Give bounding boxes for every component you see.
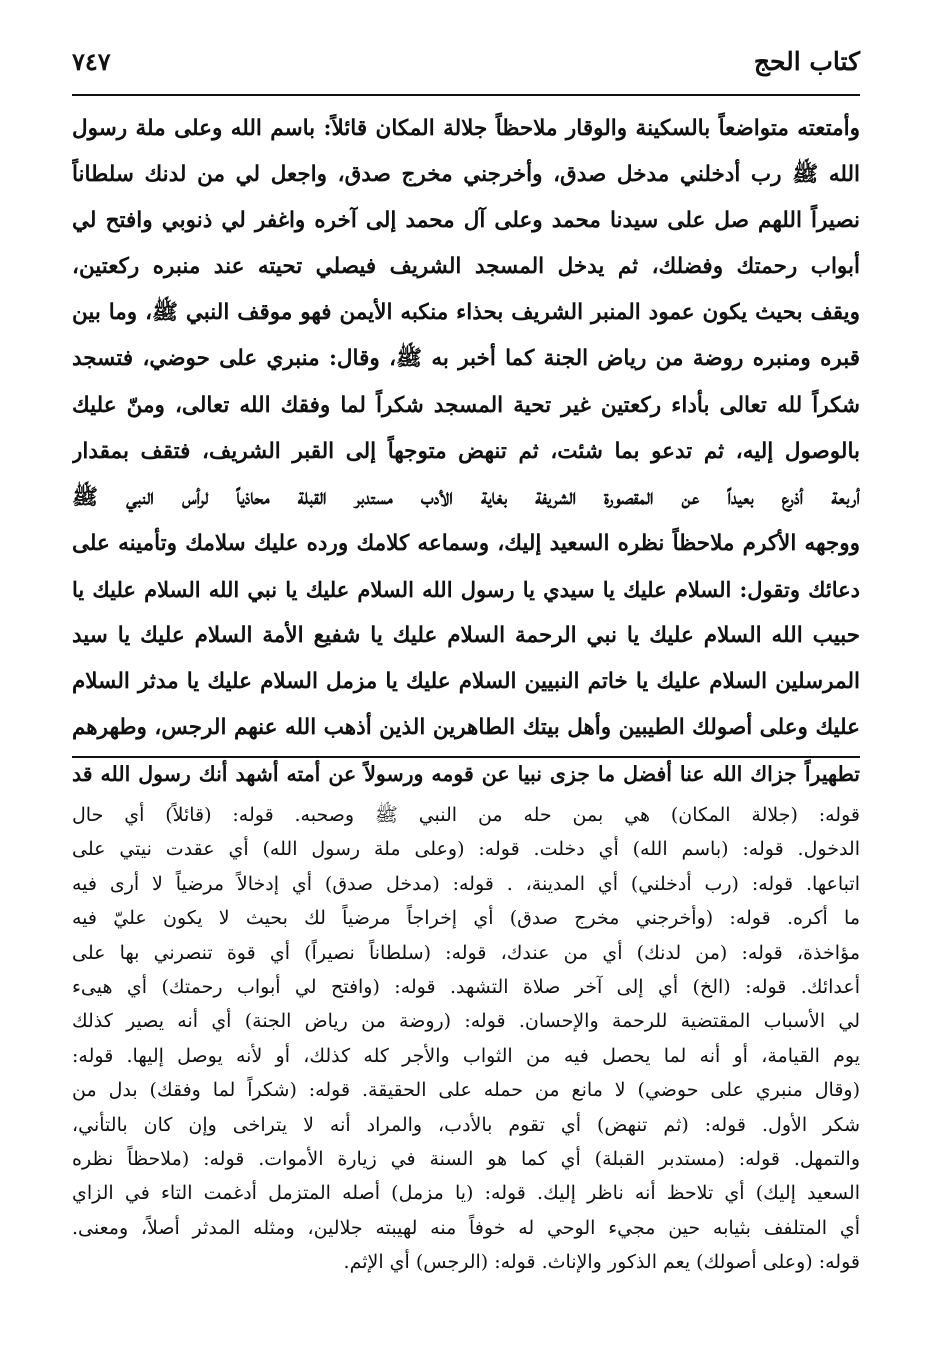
main-text-line: أبواب رحمتك وفضلك، ثم يدخل المسجد الشريف فيصلي تحيته عند منبره ركعتين، [72,254,860,280]
page-header [72,42,860,86]
main-text-line: المرسلين السلام عليك يا خاتم النبيين السلام عليك يا مزمل السلام عليك يا مدثر السلام [72,669,860,695]
main-text-line: ووجهه الأكرم ملاحظاً نظره السعيد إليك، وسماعه كلامك ورده عليك سلامك وتأمينه على [72,530,860,556]
note-line: أعدائك. قوله: (الخ) أي إلى آخر صلاة التشهد. قوله: (وافتح لي أبواب رحمتك) أي هيىء [72,975,860,998]
main-text-line: شكراً لله تعالى بأداء ركعتين غير تحية المسجد شكراً لما وفقك الله تعالى، ومنّ عليك [72,392,860,418]
commentary-notes [72,798,860,1279]
note-line: والتمهل. قوله: (مستدبر القبلة) أي كما هو السنة في زيارة الأموات. قوله: (ملاحظاً نظره [72,1147,860,1170]
main-text-line: عليك وعلى أصولك الطيبين وأهل بيتك الطاهرين الذين أذهب الله عنهم الرجس، وطهرهم [72,715,860,741]
main-text-line: وأمتعته متواضعاً بالسكينة والوقار ملاحظاً جلالة المكان قائلاً: باسم الله وعلى ملة رسول [72,116,860,141]
page-number: ٧٤٧ [72,47,111,76]
header-rule [72,94,860,96]
note-line: (وقال منبري على حوضي) لا مانع من حمله على الحقيقة. قوله: (شكراً لما وفقك) بدل من [72,1079,860,1102]
note-line: اتباعها. قوله: (رب أدخلني) أي المدينة، . قوله: (مدخل صدق) أي إدخالاً مرضياً لا أرى فيه [72,872,860,895]
note-line: السعيد إليك) أي تلاحظ أنه ناظر إليك. قوله: (يا مزمل) أصله المتزمل أدغمت التاء في الزاي [72,1182,860,1205]
note-line: أي المتلفف بثيابه حين مجيء الوحي له خوفاً منه لهيبته جلالين، ومثله المدثر أصلاً، ومعنى. [72,1216,860,1239]
main-text-line: قبره ومنبره روضة من رياض الجنة كما أخبر به ﷺ، وقال: منبري على حوضي، فتسجد [72,346,860,372]
main-text-line: حبيب الله السلام عليك يا نبي الرحمة السلام عليك يا شفيع الأمة السلام عليك يا سيد [72,623,860,649]
main-text-line: تطهيراً جزاك الله عنا أفضل ما جزى نبيا عن قومه ورسولاً عن أمته أشهد أنك رسول الله قد [72,762,860,787]
main-text-line: دعائك وتقول: السلام عليك يا سيدي يا رسول الله السلام عليك يا نبي الله السلام عليك يا [72,576,860,602]
note-line: يوم القيامة، أو أنه لما يحصل فيه من الثواب والأجر كله كذلك، أو لأنه يوصل إليها. قوله: [72,1044,860,1067]
note-line: الدخول. قوله: (باسم الله) أي دخلت. قوله: (وعلى ملة رسول الله) أي عقدت نيتي على [72,838,860,861]
main-text-line: أربعة أذرع بعيداً عن المقصورة الشريفة بغاية الأدب مستدبر القبلة محاذياً لرأس النبي ﷺ [72,484,860,510]
note-line: مؤاخذة، قوله: (من لدنك) أي من عندك، قوله: (سلطاناً نصيراً) أي قوة تنصرني بها على [72,941,860,964]
note-line: ما أكره. قوله: (وأخرجني مخرج صدق) أي إخراجاً مرضياً لك بحيث لا يكون عليّ فيه [72,907,860,930]
running-title: كتاب الحج [753,47,860,76]
footnote-separator [72,756,860,758]
note-line: قوله: (جلالة المكان) هي بمن حله من النبي ﷺ وصحبه. قوله: (قائلاً) أي حال [72,804,860,826]
note-line: قوله: (وعلى أصولك) يعم الذكور والإناث. قوله: (الرجس) أي الإثم. [343,1251,860,1274]
main-text-line: ويقف بحيث يكون عمود المنبر الشريف بحذاء منكبه الأيمن فهو موقف النبي ﷺ، وما بين [72,300,860,326]
main-text-line: الله ﷺ رب أدخلني مدخل صدق، وأخرجني مخرج صدق، واجعل لي من لدنك سلطاناً [72,162,860,188]
main-text [72,106,860,797]
main-text-line: نصيراً اللهم صل على سيدنا محمد وعلى آل محمد إلى آخره واغفر لي ذنوبي وافتح لي [72,208,860,234]
main-text-line: بالوصول إليه، ثم تدعو بما شئت، ثم تنهض متوجهاً إلى القبر الشريف، فتقف بمقدار [72,438,860,464]
note-line: لي الأسباب المقتضية للرحمة والإحسان. قوله: (روضة من رياض الجنة) أي أنه يصير كذلك [72,1010,860,1033]
note-line: شكر الأول. قوله: (ثم تنهض) أي تقوم بالأدب، والمراد أنه لا يتراخى وإن كان بالتأني، [72,1113,860,1136]
